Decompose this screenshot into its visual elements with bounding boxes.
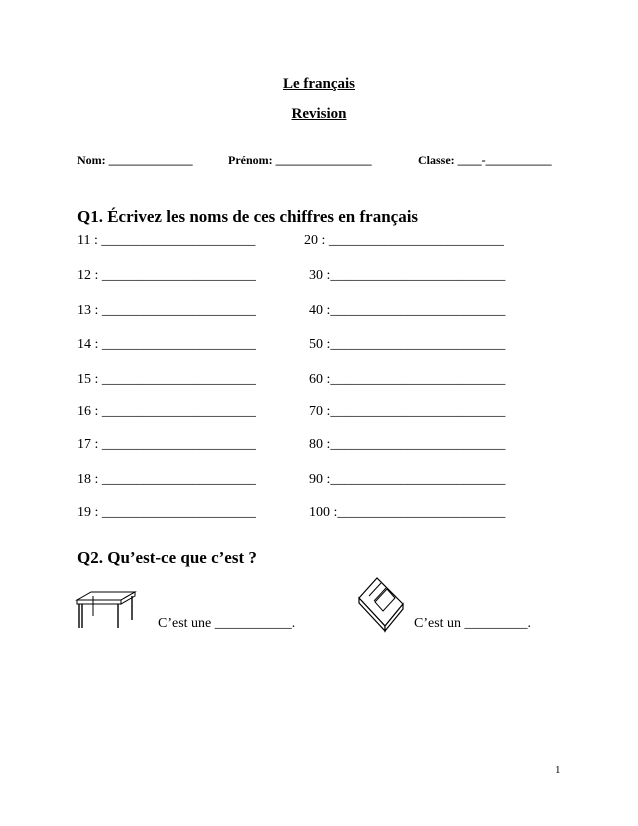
number-row-right: 90 :_________________________ — [309, 472, 506, 487]
number-row-left: 16 : ______________________ — [77, 404, 256, 419]
number-row-right: 70 :_________________________ — [309, 404, 506, 419]
number-row-right: 40 :_________________________ — [309, 303, 506, 318]
number-row-right: 80 :_________________________ — [309, 437, 506, 452]
nom-field: Nom: ______________ — [77, 153, 193, 167]
number-row-left: 15 : ______________________ — [77, 372, 256, 387]
number-row-left: 12 : ______________________ — [77, 268, 256, 283]
classe-field: Classe: ____-___________ — [418, 153, 552, 167]
number-row-right: 20 : _________________________ — [304, 233, 504, 248]
document-title: Le français — [282, 76, 356, 92]
question-2-title: Q2. Qu’est-ce que c’est ? — [77, 548, 257, 567]
table-icon — [74, 590, 138, 630]
number-row-left: 13 : ______________________ — [77, 303, 256, 318]
number-row-left: 17 : ______________________ — [77, 437, 256, 452]
document-subtitle: Revision — [291, 106, 347, 122]
question-1-title: Q1. Écrivez les noms de ces chiffres en français — [77, 207, 419, 226]
answer-item-1: C’est une ___________. — [158, 616, 296, 631]
prenom-field: Prénom: ________________ — [228, 153, 372, 167]
page-number: 1 — [555, 764, 561, 776]
number-row-right: 100 :________________________ — [309, 505, 506, 520]
answer-item-2: C’est un _________. — [414, 616, 532, 631]
number-row-left: 14 : ______________________ — [77, 337, 256, 352]
number-row-left: 19 : ______________________ — [77, 505, 256, 520]
number-row-left: 11 : ______________________ — [77, 233, 256, 248]
book-icon — [355, 574, 407, 634]
number-row-right: 50 :_________________________ — [309, 337, 506, 352]
number-row-right: 30 :_________________________ — [309, 268, 506, 283]
number-row-left: 18 : ______________________ — [77, 472, 256, 487]
number-row-right: 60 :_________________________ — [309, 372, 506, 387]
